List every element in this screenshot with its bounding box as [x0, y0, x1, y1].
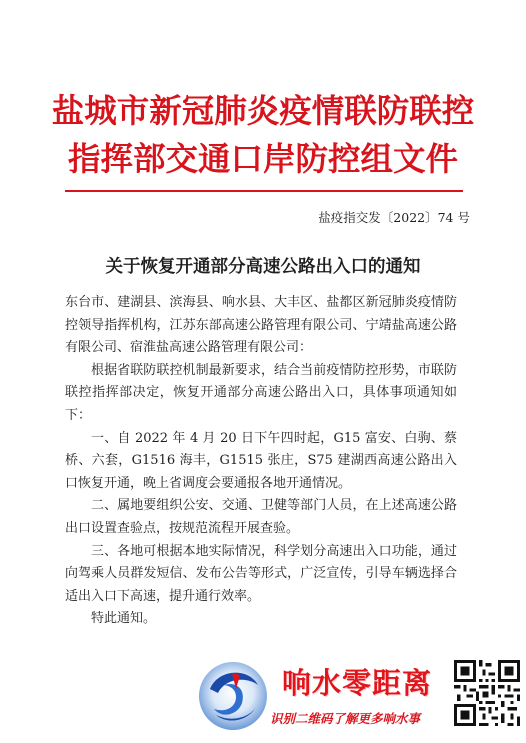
- document-number: 盐疫指交发〔2022〕74 号: [318, 210, 470, 225]
- closing-paragraph: 特此通知。: [91, 611, 157, 627]
- brand-wordmark: 响水零距离: [282, 666, 433, 700]
- circular-blue-logo-icon: [196, 659, 270, 733]
- watermark-banner: [196, 655, 526, 743]
- item-2-paragraph: 二、属地要组织公安、交通、卫健等部门人员，在上述高速公路出口设置查验点，按规范流程开展查验。: [65, 498, 457, 536]
- header-line-2: 指挥部交通口岸防控组文件: [67, 139, 458, 178]
- item-3-paragraph: 三、各地可根据本地实际情况，科学划分高速出入口功能，通过向驾乘人员群发短信、发布公告等形式，广泛宣传，引导车辆选择合适出入口下高速，提升通行效率。: [65, 543, 457, 604]
- red-divider-rule: [65, 190, 463, 192]
- header-line-1: 盐城市新冠肺炎疫情联防联控: [51, 91, 475, 130]
- qr-code-icon: [454, 659, 520, 727]
- notice-title: 关于恢复开通部分高速公路出入口的通知: [105, 257, 421, 277]
- intro-paragraph: 根据省联防联控机制最新要求，结合当前疫情防控形势，市联防联控指挥部决定，恢复开通部分高速公路出入口，具体事项通知如下：: [65, 362, 457, 423]
- item-1-paragraph: 一、自 2022 年 4 月 20 日下午四时起，G15 富安、白驹、蔡桥、六套，G1516 海丰，G1515 张庄，S75 建湖西高速公路出入口恢复开通，晚上省调度会要通报各地开通情况。: [65, 430, 457, 491]
- brand-tagline: 识别二维码了解更多响水事: [270, 711, 421, 726]
- recipients-paragraph: 东台市、建湖县、滨海县、响水县、大丰区、盐都区新冠肺炎疫情防控领导指挥机构，江苏东部高速公路管理有限公司、宁靖盐高速公路有限公司、宿淮盐高速公路管理有限公司：: [65, 295, 457, 356]
- notice-body: [65, 292, 457, 631]
